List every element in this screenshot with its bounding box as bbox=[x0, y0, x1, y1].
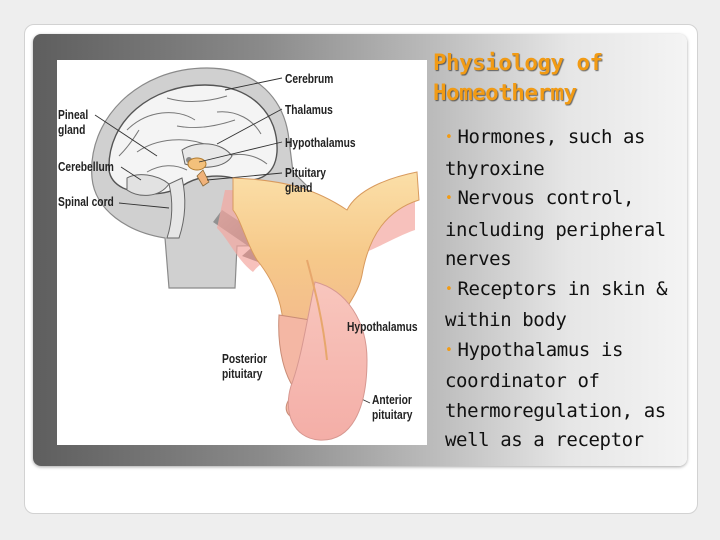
bullet-dot-icon: • bbox=[445, 342, 453, 358]
bullet-dot-icon: • bbox=[445, 130, 453, 145]
label-thalamus: Thalamus bbox=[285, 103, 333, 117]
label-hypothalamus-top: Hypothalamus bbox=[285, 136, 356, 150]
bullet-text: Hypothalamus is coordinator of thermoregulation, as well as a receptor bbox=[445, 338, 666, 451]
bullet-dot-icon: • bbox=[445, 281, 453, 297]
bullet-list bbox=[445, 123, 695, 456]
label-anterior-pituitary: Anterior pituitary bbox=[372, 393, 413, 422]
label-spinal-cord: Spinal cord bbox=[58, 195, 114, 209]
bullet-text: Hormones, such as thyroxine bbox=[445, 126, 646, 180]
anatomy-drawing bbox=[57, 60, 427, 445]
brain-pituitary-illustration bbox=[57, 60, 427, 445]
label-hypothalamus-bottom: Hypothalamus bbox=[347, 320, 418, 334]
bullet-dot-icon: • bbox=[445, 191, 453, 206]
bullet-item bbox=[445, 275, 695, 336]
label-posterior-pituitary: Posterior pituitary bbox=[222, 352, 268, 381]
label-cerebrum: Cerebrum bbox=[285, 72, 334, 86]
label-cerebellum: Cerebellum bbox=[58, 160, 114, 174]
bullet-text: Nervous control, including peripheral nerves bbox=[445, 187, 666, 270]
label-pineal-gland: Pineal gland bbox=[58, 108, 89, 137]
bullet-text: Receptors in skin & within body bbox=[445, 277, 668, 331]
label-pituitary-gland: Pituitary gland bbox=[285, 166, 327, 195]
slide-title: Physiology of Homeothermy bbox=[433, 50, 603, 106]
bullet-item bbox=[445, 184, 695, 275]
bullet-item bbox=[445, 123, 695, 184]
bullet-item bbox=[445, 336, 695, 456]
